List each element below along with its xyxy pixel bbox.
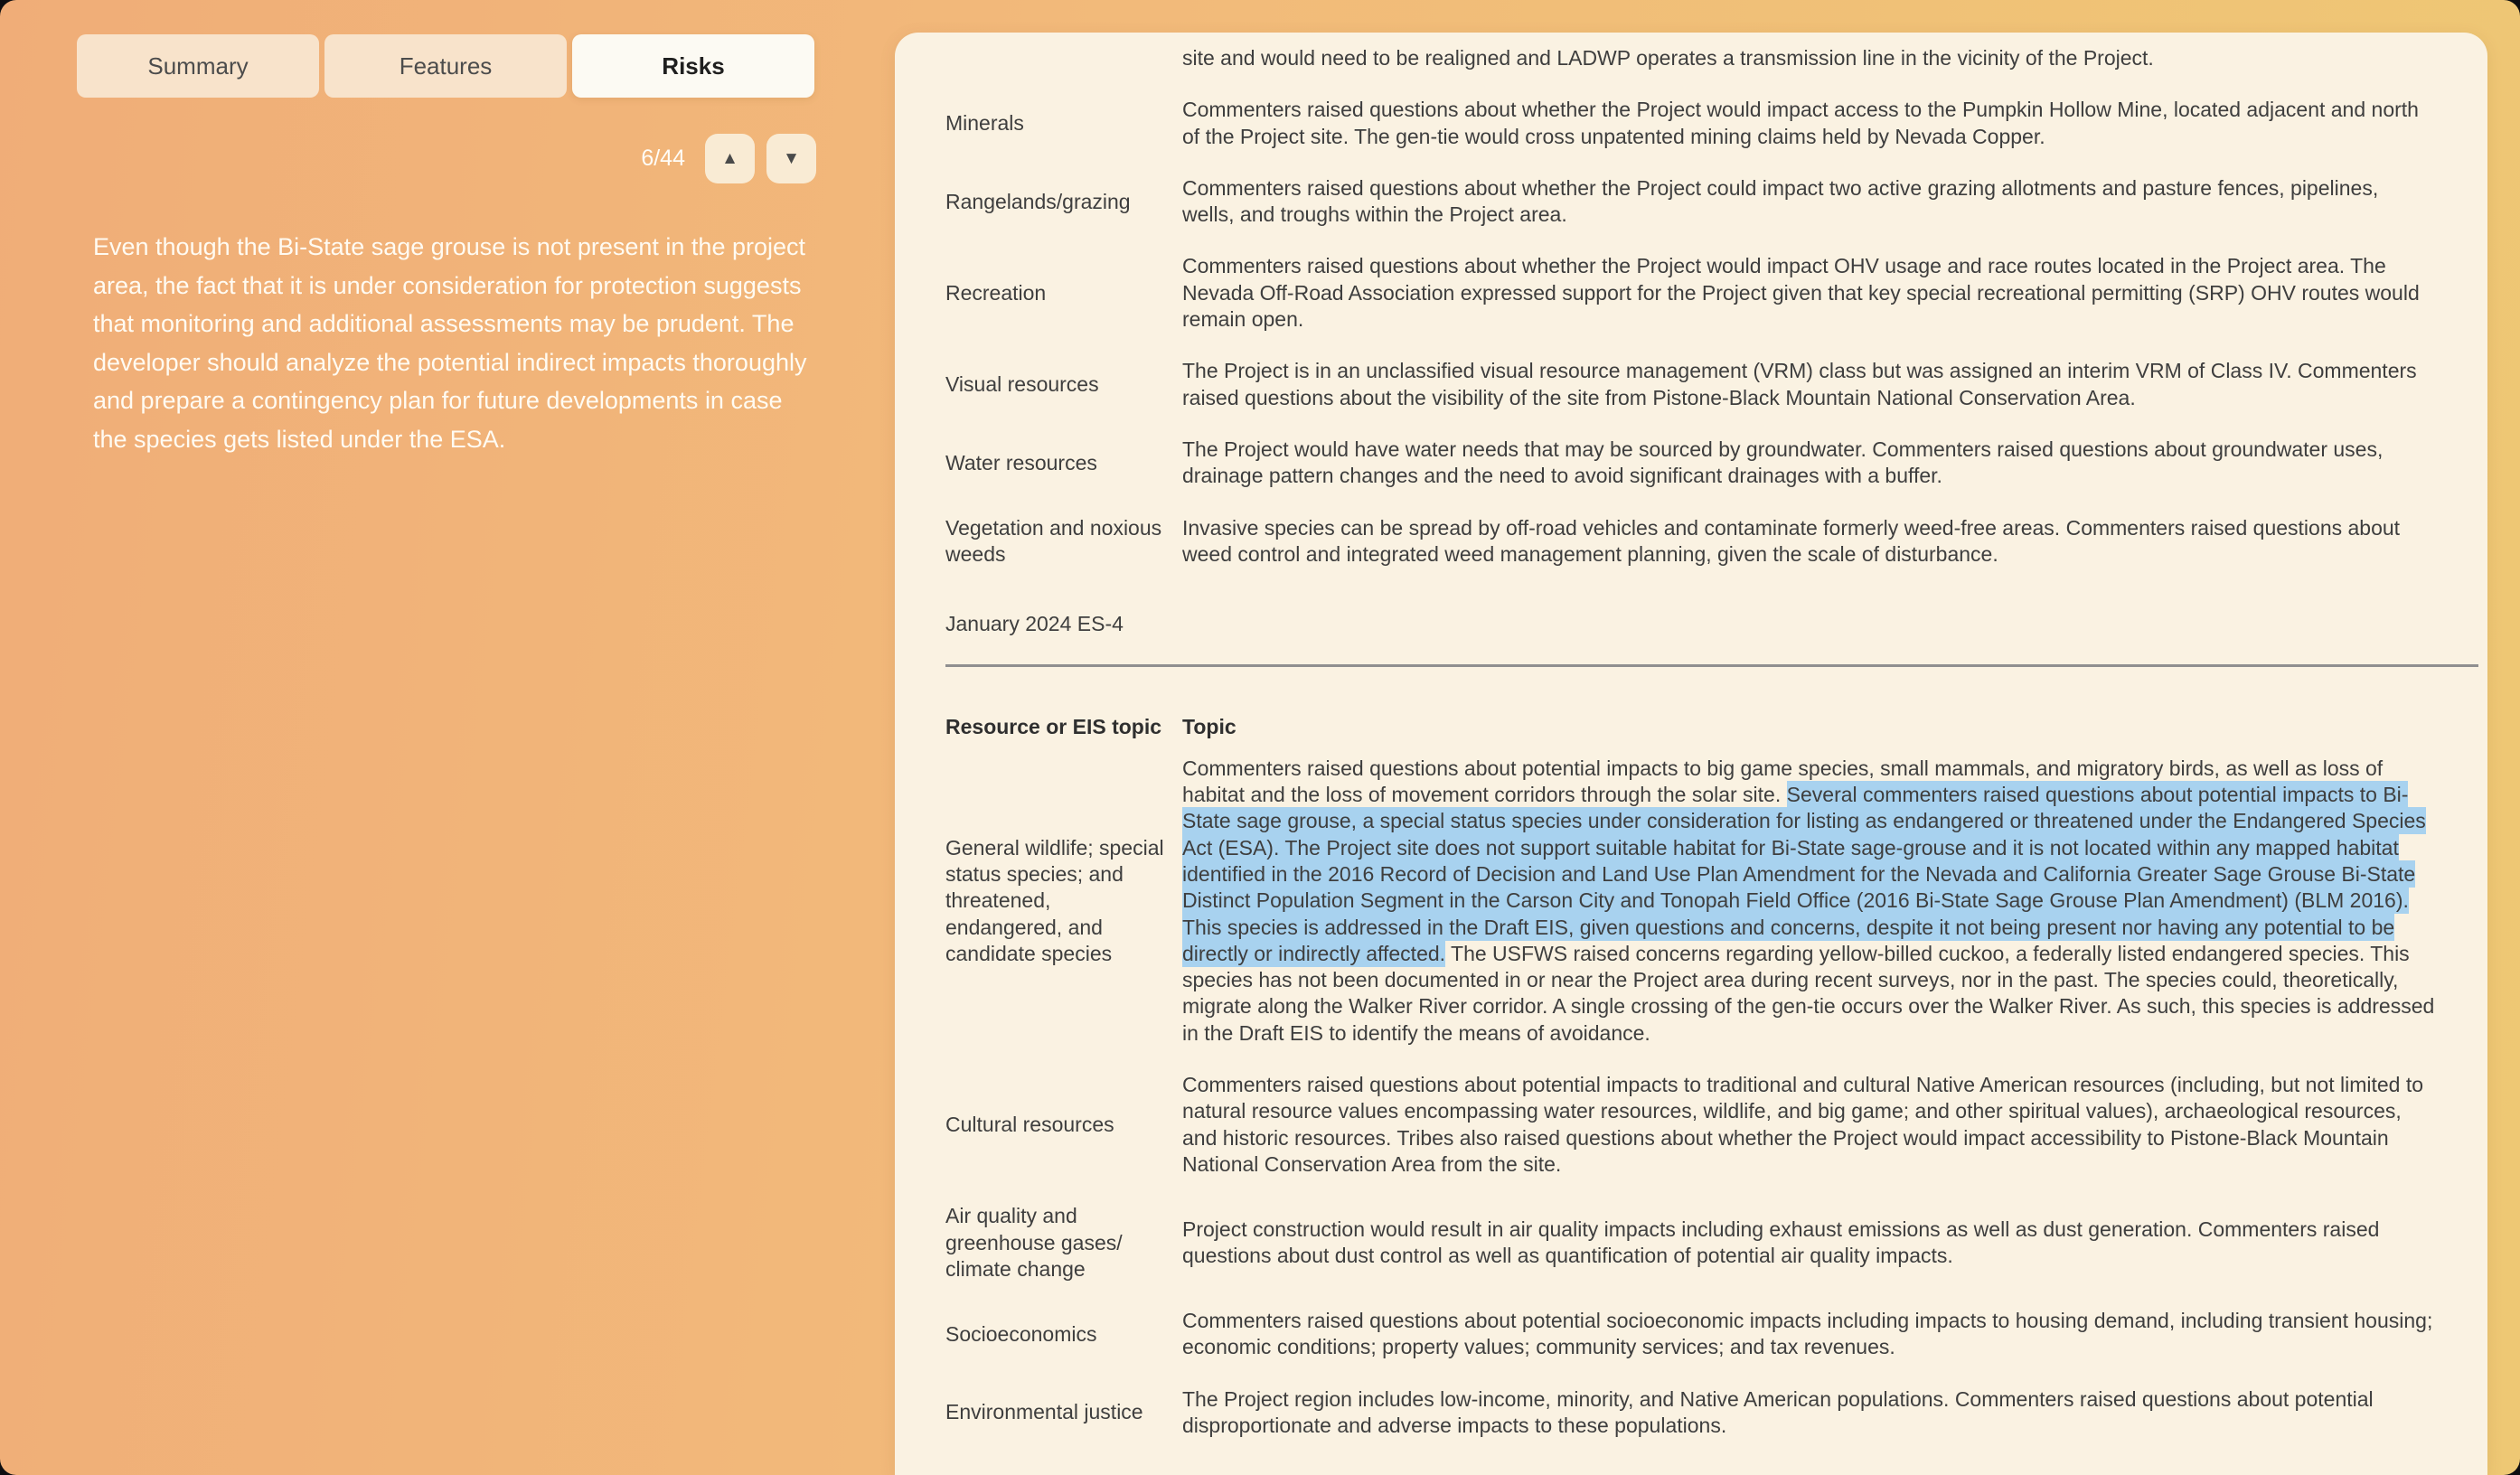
highlighted-text: Several commenters raised questions about potential impacts to Bi-State sage grouse, a special status species under consideration for listing as endangered or threatened under the Endangered Species Act (ESA). The Project site does not support suitable habitat for Bi-State sage-grouse and it is not located within any mapped habitat identified in the 2016 Record of Decision and Land Use Plan Amendment for the Nevada and California Greater Sage Grouse Bi-State Distinct Population Segment in the Carson City and Tonopah Field Office (2016 Bi-State Sage Grouse Plan Amendment) (BLM 2016). This species is addressed in the Draft EIS, given questions and concerns, despite it not being present nor having any potential to be directly or indirectly affected.	[1182, 783, 2426, 965]
row-topic-text	[1182, 756, 2435, 1047]
table-row	[945, 163, 2435, 241]
row-topic-label: General wildlife; special status species; and threatened, endangered, and candidate species	[945, 835, 1164, 965]
table-header-col1: Resource or EIS topic	[945, 715, 1162, 739]
row-topic-text: Commenters raised questions about whether the Project would impact OHV usage and race routes located in the Project area. The Nevada Off-Road Association expressed support for the Project given that key special recreational permitting (SRP) OHV routes would remain open.	[1182, 254, 2420, 332]
row-topic-text: Commenters raised questions about potential impacts to traditional and cultural Native American resources (including, but not limited to natural resource values encompassing water resources, wildlife, and big game; and other spiritual values), archaeological resources, and historic resources. Tribes also raised questions about whether the Project would impact accessibility to Pistone-Black Mountain National Conservation Area from the site.	[1182, 1073, 2424, 1176]
table-row	[945, 240, 2435, 345]
row-topic-text: The Project would have water needs that may be sourced by groundwater. Commenters raised questions about groundwater uses, drainage pattern changes and the need to avoid significant drainages with a buffer.	[1182, 437, 2384, 488]
row-topic-label: Water resources	[945, 450, 1097, 474]
row-topic-text: Commenters raised questions about whether the Project would impact access to the Pumpkin Hollow Mine, located adjacent and north of the Project site. The gen-tie would cross unpatented mining claims held by Nevada Copper.	[1182, 98, 2419, 148]
row-topic-text: Commenters raised questions about whether the Project could impact two active grazing allotments and pasture fences, pipelines, wells, and troughs within the Project area.	[1182, 175, 2379, 227]
row-topic-label: Minerals	[945, 110, 1024, 135]
row-topic-text: Project construction would result in air quality impacts including exhaust emissions as well as dust generation. Commenters raised questions about dust control as well as quantification of potential air quality impacts.	[1182, 1217, 2380, 1268]
table-header-col2: Topic	[1182, 715, 1236, 739]
pager	[641, 134, 816, 183]
row-topic-text: site and would need to be realigned and LADWP operates a transmission line in the vicinity of the Project.	[1182, 46, 2154, 70]
table-row	[945, 84, 2435, 163]
pager-up-button[interactable]	[705, 134, 755, 183]
tab-summary[interactable]: Summary	[77, 34, 319, 98]
table-row	[945, 743, 2435, 1059]
page-footer: January 2024 ES-4	[945, 612, 1124, 636]
table-header	[945, 714, 2435, 742]
table-row	[945, 424, 2435, 503]
row-topic-text: The Project region includes low-income, minority, and Native American populations. Commenters raised questions about potential disproportionate and adverse impacts to these populations.	[1182, 1386, 2374, 1437]
row-topic-text: Invasive species can be spread by off-road vehicles and contaminate formerly weed-free areas. Commenters raised questions about weed control and integrated weed management planning, given the scale of disturbance.	[1182, 515, 2401, 566]
body-text: Commenters raised questions about potential impacts to big game species, small mammals, and migratory birds, as well as loss of habitat and the loss of movement corridors through the solar site.	[1182, 756, 2384, 807]
table-row	[945, 1190, 2435, 1295]
body-text: The USFWS raised concerns regarding yellow-billed cuckoo, a federally listed endangered species. This species has not been documented in or near the Project area during recent surveys, nor in the past. The species could, theoretically, migrate along the Walker River corridor. A single crossing of the gen-tie occurs over the Walker River. As such, this species is addressed in the Draft EIS to identify the means of avoidance.	[1182, 941, 2435, 1045]
tab-risks[interactable]: Risks	[572, 34, 814, 98]
table-rows-page1	[945, 84, 2435, 580]
tab-features[interactable]: Features	[324, 34, 567, 98]
table-row-partial	[945, 45, 2435, 84]
table-row	[945, 1059, 2435, 1190]
table-row	[945, 503, 2435, 581]
table-divider	[945, 664, 2478, 667]
pager-down-button[interactable]	[766, 134, 816, 183]
triangle-up-icon: ▲	[721, 149, 738, 168]
row-topic-label: Environmental justice	[945, 1400, 1143, 1424]
row-topic-text: Commenters raised questions about potential socioeconomic impacts including impacts to housing demand, including transient housing; economic conditions; property values; community services; and tax revenues.	[1182, 1309, 2433, 1359]
tab-bar	[77, 34, 814, 98]
document-content	[895, 33, 2487, 1452]
table-row	[945, 345, 2435, 424]
row-topic-label: Socioeconomics	[945, 1321, 1097, 1346]
document-panel[interactable]	[895, 33, 2487, 1475]
pager-count: 6/44	[641, 146, 685, 171]
table-rows-page2	[945, 743, 2435, 1452]
table-row	[945, 1374, 2435, 1452]
row-topic-label: Visual resources	[945, 372, 1099, 397]
row-topic-text: The Project is in an unclassified visual resource management (VRM) class but was assigned an interim VRM of Class IV. Commenters raised questions about the visibility of the site from Pistone-Black Mountain National Conservation Area.	[1182, 359, 2417, 409]
row-topic-label: Cultural resources	[945, 1112, 1114, 1136]
row-topic-label: Vegetation and noxious weeds	[945, 515, 1162, 566]
table-row	[945, 1295, 2435, 1374]
row-topic-label: Recreation	[945, 280, 1047, 305]
triangle-down-icon: ▼	[783, 149, 800, 168]
row-topic-label: Air quality and greenhouse gases/ climate change	[945, 1204, 1123, 1281]
row-topic-label: Rangelands/grazing	[945, 189, 1131, 213]
risk-note-text: Even though the Bi-State sage grouse is not present in the project area, the fact that it is under consideration for protection suggests that monitoring and additional assessments may be prudent. The developer should analyze the potential indirect impacts thoroughly and prepare a contingency plan for future developments in case the species gets listed under the ESA.	[93, 233, 807, 453]
